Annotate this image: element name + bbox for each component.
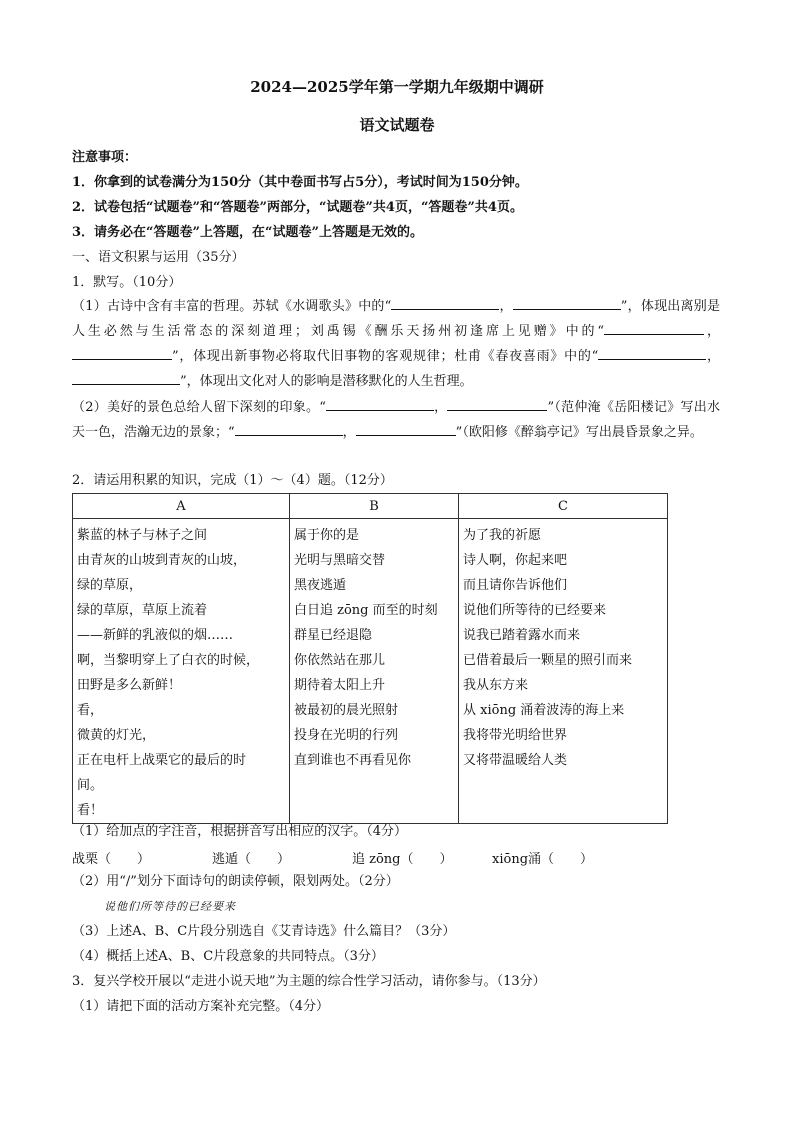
exam-title: 2024—2025学年第一学期九年级期中调研 bbox=[250, 78, 544, 96]
q1-stem: 1．默写。（10分） bbox=[72, 275, 182, 290]
poem-line: 紫蓝的林子与林子之间 bbox=[77, 528, 208, 543]
poem-line: 看， bbox=[77, 703, 104, 718]
poem-line: 绿的草原，草原上流着 bbox=[77, 603, 208, 618]
notice-item-2: 2．试卷包括“试题卷”和“答题卷”两部分，“试题卷”共4页，“答题卷”共4页。 bbox=[72, 200, 523, 215]
poem-line: 说他们所等待的已经要来 bbox=[463, 603, 607, 618]
answer-blank[interactable] bbox=[235, 421, 343, 436]
pinyin-item-1[interactable]: 战栗（ ） bbox=[72, 852, 151, 867]
notice-item-1: 1．你拿到的试卷满分为150分（其中卷面书写占5分），考试时间为150分钟。 bbox=[72, 175, 528, 190]
poem-line: 由青灰的山坡到青灰的山坡， bbox=[77, 553, 247, 568]
poem-line: 而且请你告诉他们 bbox=[463, 578, 568, 593]
answer-blank[interactable] bbox=[604, 320, 704, 335]
notice-item-3: 3．请务必在“答题卷”上答题，在“试题卷”上答题是无效的。 bbox=[72, 225, 423, 240]
poem-line: 为了我的祈愿 bbox=[463, 528, 542, 543]
answer-blank[interactable] bbox=[356, 421, 456, 436]
poem-line: 从 xiōng 涌着波涛的海上来 bbox=[463, 703, 625, 718]
q2-sub1: （1）给加点的字注音，根据拼音写出相应的汉字。（4分） bbox=[72, 824, 408, 839]
answer-blank[interactable] bbox=[598, 345, 706, 360]
q1-part2: （2）美好的景色总给人留下深刻的印象。“ ， ”（范仲淹《岳阳楼记》写出水天一色，浩瀚无边的景象；“ ， ”（欧阳修《醉翁亭记》写出晨昏景象之异。 bbox=[72, 395, 720, 445]
poem-line: 微黄的灯光， bbox=[77, 728, 156, 743]
column-header-b: B bbox=[290, 494, 459, 519]
poem-line: ——新鲜的乳液似的烟…… bbox=[77, 628, 234, 643]
section-1-heading: 一、语文积累与运用（35分） bbox=[72, 250, 245, 265]
answer-blank[interactable] bbox=[72, 345, 172, 360]
pinyin-item-3[interactable]: 追 zōng（ ） bbox=[352, 852, 453, 867]
poem-excerpt-b bbox=[290, 519, 459, 824]
q2-sub3: （3）上述A、B、C片段分别选自《艾青诗选》什么篇目？（3分） bbox=[72, 924, 456, 939]
poem-table bbox=[72, 493, 668, 824]
q2-sub4: （4）概括上述A、B、C片段意象的共同特点。（3分） bbox=[72, 949, 384, 964]
poem-line: 我将带光明给世界 bbox=[463, 728, 568, 743]
handwritten-poem-line: 说他们所等待的已经要来 bbox=[104, 900, 236, 913]
poem-line: 你依然站在那儿 bbox=[294, 653, 386, 668]
answer-blank[interactable] bbox=[391, 295, 499, 310]
answer-blank[interactable] bbox=[326, 396, 434, 411]
column-header-c: C bbox=[459, 494, 668, 519]
pinyin-item-4[interactable]: xiōng涌（ ） bbox=[492, 852, 594, 867]
answer-blank[interactable] bbox=[447, 396, 547, 411]
poem-line: 光明与黑暗交替 bbox=[294, 553, 386, 568]
q1-part1: （1）古诗中含有丰富的哲理。苏轼《水调歌头》中的“ ， ”，体现出离别是人生必然与生活常态的深刻道理；刘禹锡《酬乐天扬州初逢席上见赠》中的“ ，”，体现出新事物必将取代旧事物的客观规律；杜甫《春夜喜雨》中的“ ，”，体现出文化对人的影响是潜移默化的人生哲理。 bbox=[72, 294, 720, 394]
poem-line: 黑夜逃遁 bbox=[294, 578, 347, 593]
poem-line: 啊，当黎明穿上了白衣的时候， bbox=[77, 653, 260, 668]
poem-table-header bbox=[73, 494, 668, 519]
q2-sub2: （2）用“/”划分下面诗句的朗读停顿，限划两处。（2分） bbox=[72, 874, 399, 889]
poem-line: 白日追 zōng 而至的时刻 bbox=[294, 603, 438, 618]
poem-line: 我从东方来 bbox=[463, 678, 529, 693]
q3-sub1: （1）请把下面的活动方案补充完整。（4分） bbox=[72, 999, 330, 1014]
poem-line: 间。 bbox=[77, 778, 104, 793]
poem-line: 已借着最后一颗星的照引而来 bbox=[463, 653, 633, 668]
paper-title: 语文试题卷 bbox=[359, 116, 435, 134]
poem-table-row bbox=[73, 519, 668, 824]
pinyin-item-2[interactable]: 逃遁（ ） bbox=[212, 852, 291, 867]
q2-stem: 2．请运用积累的知识，完成（1）～（4）题。（12分） bbox=[72, 473, 393, 488]
poem-line: 属于你的是 bbox=[294, 528, 360, 543]
poem-excerpt-c bbox=[459, 519, 668, 824]
poem-line: 正在电杆上战栗它的最后的时 bbox=[77, 753, 247, 768]
poem-line: 投身在光明的行列 bbox=[294, 728, 399, 743]
poem-line: 又将带温暖给人类 bbox=[463, 753, 568, 768]
notice-heading: 注意事项： bbox=[72, 150, 138, 165]
column-header-a: A bbox=[73, 494, 290, 519]
poem-line: 直到谁也不再看见你 bbox=[294, 753, 412, 768]
q3-stem: 3．复兴学校开展以“走进小说天地”为主题的综合性学习活动，请你参与。（13分） bbox=[72, 974, 546, 989]
poem-excerpt-a bbox=[73, 519, 290, 824]
poem-line: 田野是多么新鲜！ bbox=[77, 678, 182, 693]
poem-line: 被最初的晨光照射 bbox=[294, 703, 399, 718]
poem-line: 说我已踏着露水而来 bbox=[463, 628, 581, 643]
answer-blank[interactable] bbox=[72, 370, 180, 385]
poem-line: 诗人啊，你起来吧 bbox=[463, 553, 568, 568]
poem-line: 绿的草原， bbox=[77, 578, 143, 593]
poem-line: 看！ bbox=[77, 803, 104, 818]
answer-blank[interactable] bbox=[513, 295, 621, 310]
poem-line: 期待着太阳上升 bbox=[294, 678, 386, 693]
poem-line: 群星已经退隐 bbox=[294, 628, 373, 643]
